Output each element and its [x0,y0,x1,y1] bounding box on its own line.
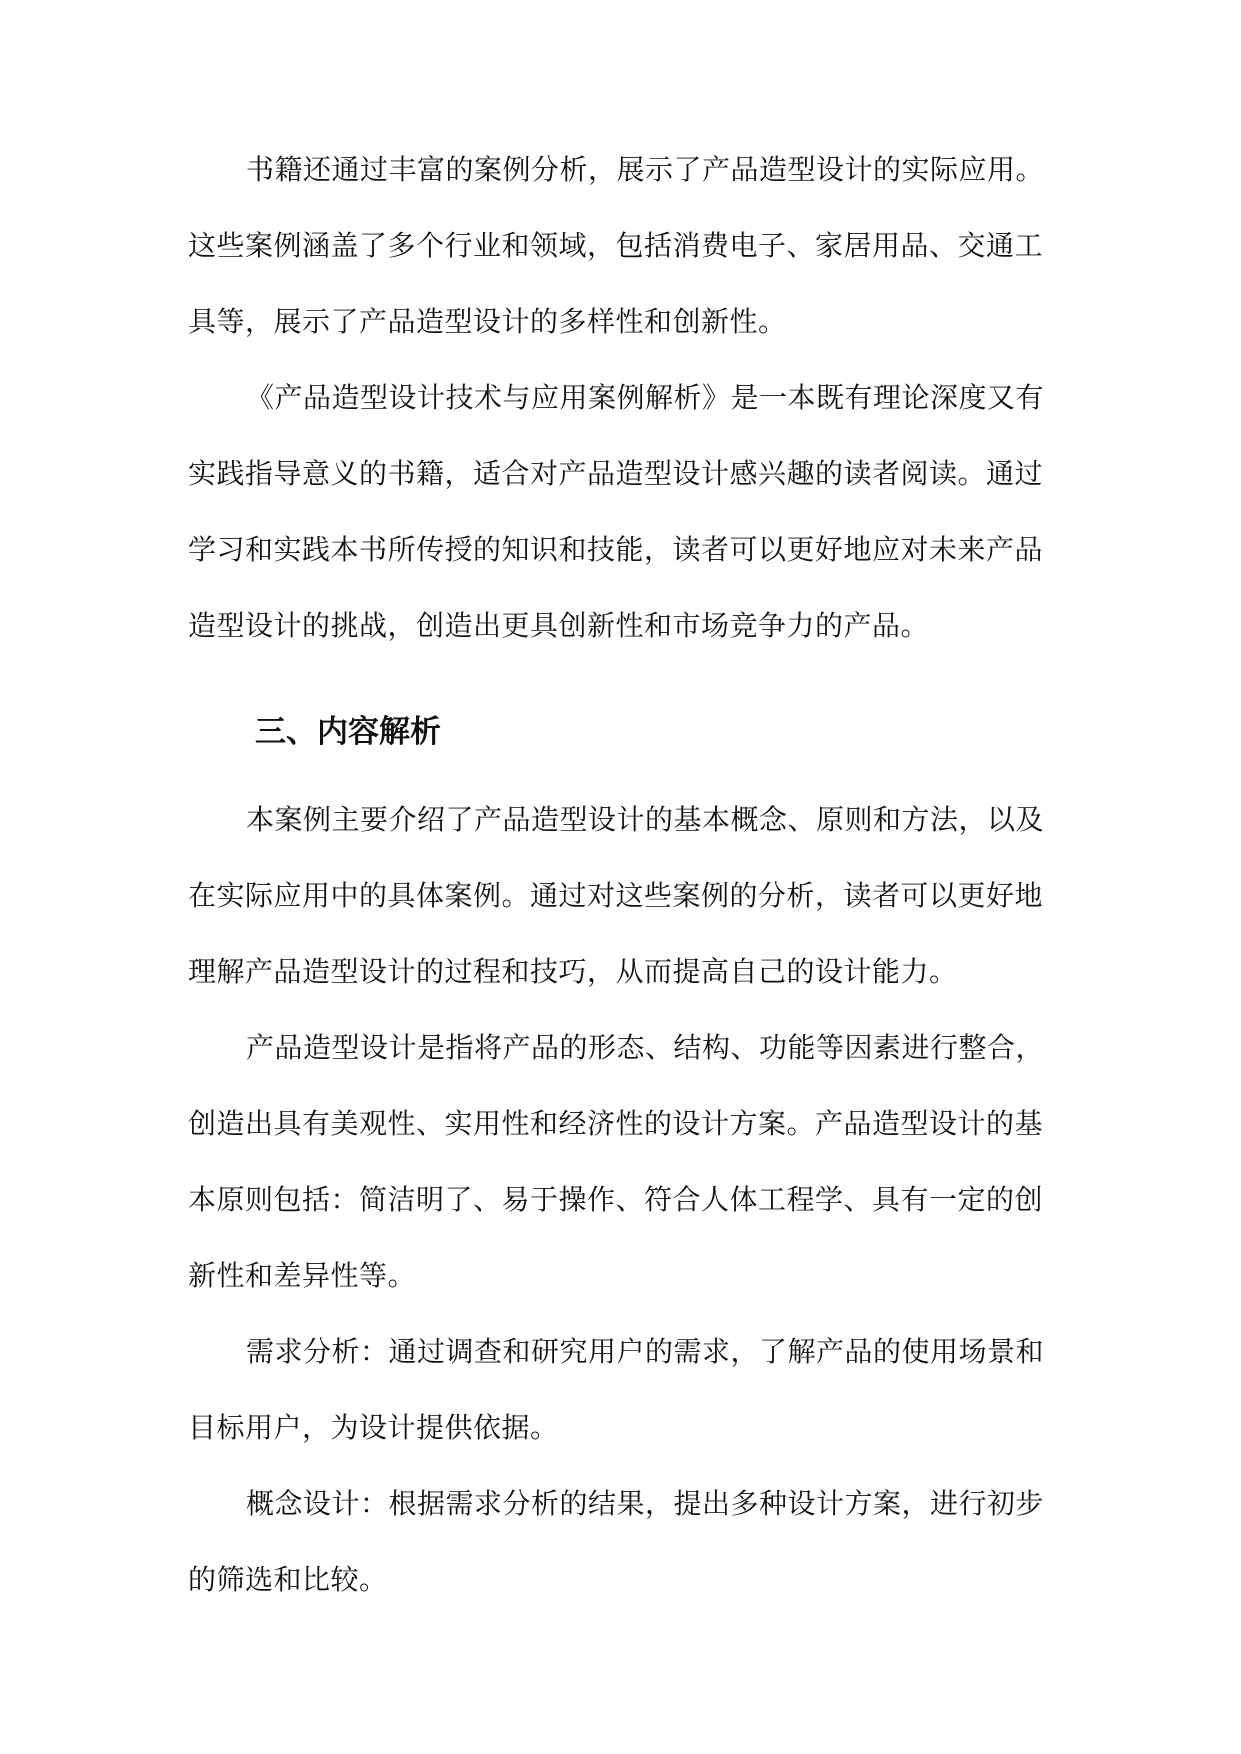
section-heading: 三、内容解析 [255,714,441,750]
section-paragraph-1-line-2: 在实际应用中的具体案例。通过对这些案例的分析，读者可以更好地 [188,879,1044,912]
section-paragraph-2-line-1: 产品造型设计是指将产品的形态、结构、功能等因素进行整合， [246,1031,1045,1064]
paragraph-1-line-2: 这些案例涵盖了多个行业和领域，包括消费电子、家居用品、交通工 [188,229,1044,262]
paragraph-2-line-4: 造型设计的挑战，创造出更具创新性和市场竞争力的产品。 [188,609,930,642]
section-paragraph-2-line-2: 创造出具有美观性、实用性和经济性的设计方案。产品造型设计的基 [188,1107,1044,1140]
section-paragraph-1-line-3: 理解产品造型设计的过程和技巧，从而提高自己的设计能力。 [188,955,958,988]
section-paragraph-3-line-1: 需求分析：通过调查和研究用户的需求，了解产品的使用场景和 [246,1335,1045,1368]
section-paragraph-1-line-1: 本案例主要介绍了产品造型设计的基本概念、原则和方法，以及 [246,803,1045,836]
paragraph-1-line-3: 具等，展示了产品造型设计的多样性和创新性。 [188,305,787,338]
section-paragraph-2-line-4: 新性和差异性等。 [188,1259,417,1292]
section-paragraph-4-line-1: 概念设计：根据需求分析的结果，提出多种设计方案，进行初步 [246,1487,1045,1520]
section-paragraph-2-line-3: 本原则包括：简洁明了、易于操作、符合人体工程学、具有一定的创 [188,1183,1044,1216]
section-paragraph-3-line-2: 目标用户，为设计提供依据。 [188,1411,559,1444]
section-paragraph-4-line-2: 的筛选和比较。 [188,1563,388,1596]
paragraph-2-line-3: 学习和实践本书所传授的知识和技能，读者可以更好地应对未来产品 [188,533,1044,566]
paragraph-1-line-1: 书籍还通过丰富的案例分析，展示了产品造型设计的实际应用。 [246,153,1045,186]
paragraph-2-line-1: 《产品造型设计技术与应用案例解析》是一本既有理论深度又有 [246,381,1045,414]
paragraph-2-line-2: 实践指导意义的书籍，适合对产品造型设计感兴趣的读者阅读。通过 [188,457,1044,490]
